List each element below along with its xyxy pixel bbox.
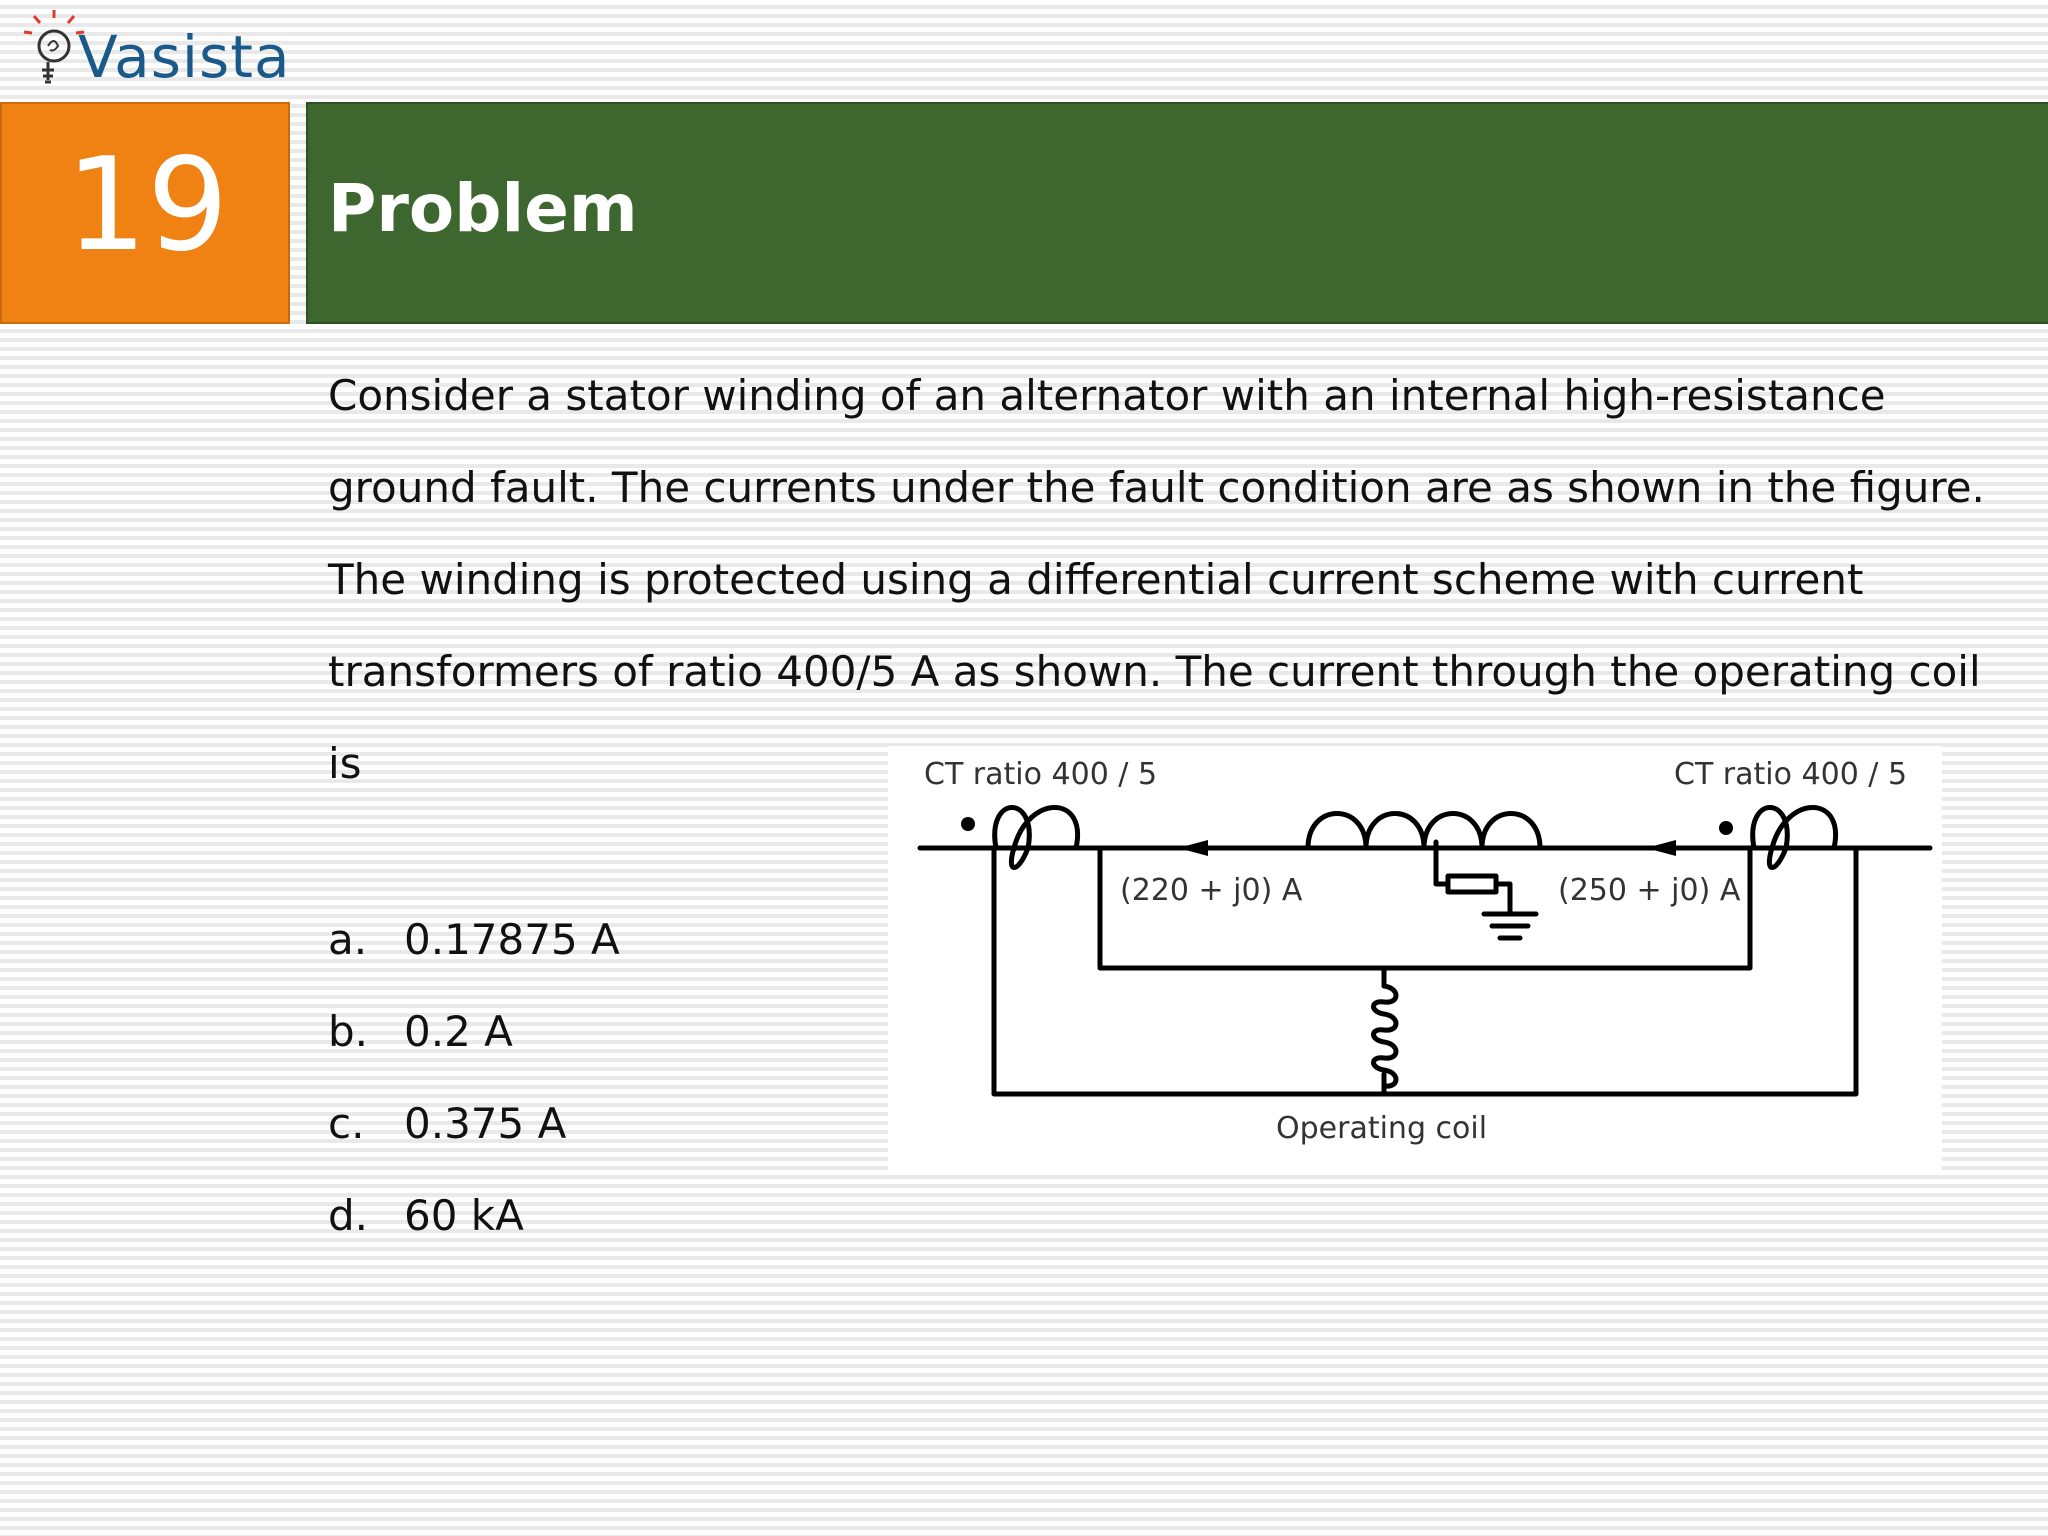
option-c <box>328 1078 620 1170</box>
vasista-logo <box>20 6 290 96</box>
option-b <box>328 986 620 1078</box>
option-text: 60 kA <box>404 1191 524 1240</box>
option-letter: c. <box>328 1099 365 1148</box>
slide-number: 19 <box>65 131 229 280</box>
arrow-right-current <box>1646 840 1676 856</box>
title-bar <box>306 102 2048 324</box>
question-text <box>328 350 2028 810</box>
question-line: Consider a stator winding of an alternator with an internal high-resistance <box>328 371 1886 420</box>
inner-secondary-loop <box>1100 848 1750 968</box>
answer-options <box>328 894 620 1262</box>
operating-coil-label: Operating coil <box>1276 1111 1488 1146</box>
question-line: ground fault. The currents under the fault condition are as shown in the figure. <box>328 463 1985 512</box>
current-right-label: (250 + j0) A <box>1558 873 1741 908</box>
circuit-diagram <box>888 746 1942 1172</box>
logo-text: Vasista <box>78 23 291 91</box>
option-letter: b. <box>328 1007 369 1056</box>
option-letter: d. <box>328 1191 369 1240</box>
current-left-label: (220 + j0) A <box>1120 873 1303 908</box>
option-d <box>328 1170 620 1262</box>
question-line: is <box>328 739 362 788</box>
option-text: 0.2 A <box>404 1007 513 1056</box>
slide-number-box <box>0 102 290 324</box>
ct-right-label: CT ratio 400 / 5 <box>1674 757 1908 792</box>
operating-coil-symbol <box>1374 986 1397 1086</box>
fault-resistor <box>1448 876 1496 892</box>
question-line: The winding is protected using a differential current scheme with current <box>328 555 1864 604</box>
question-line: transformers of ratio 400/5 A as shown. The current through the operating coil <box>328 647 1981 696</box>
circuit-svg <box>888 746 1942 1172</box>
polarity-dot-left <box>961 817 975 831</box>
ct-left-label: CT ratio 400 / 5 <box>924 757 1158 792</box>
ct-left-coil <box>995 808 1078 868</box>
option-text: 0.375 A <box>404 1099 567 1148</box>
arrow-left-current <box>1178 840 1208 856</box>
stator-winding <box>1308 814 1540 849</box>
ct-right-coil <box>1753 808 1836 868</box>
slide-title: Problem <box>328 170 638 247</box>
option-text: 0.17875 A <box>404 915 620 964</box>
option-a <box>328 894 620 986</box>
option-letter: a. <box>328 915 368 964</box>
polarity-dot-right <box>1719 821 1733 835</box>
